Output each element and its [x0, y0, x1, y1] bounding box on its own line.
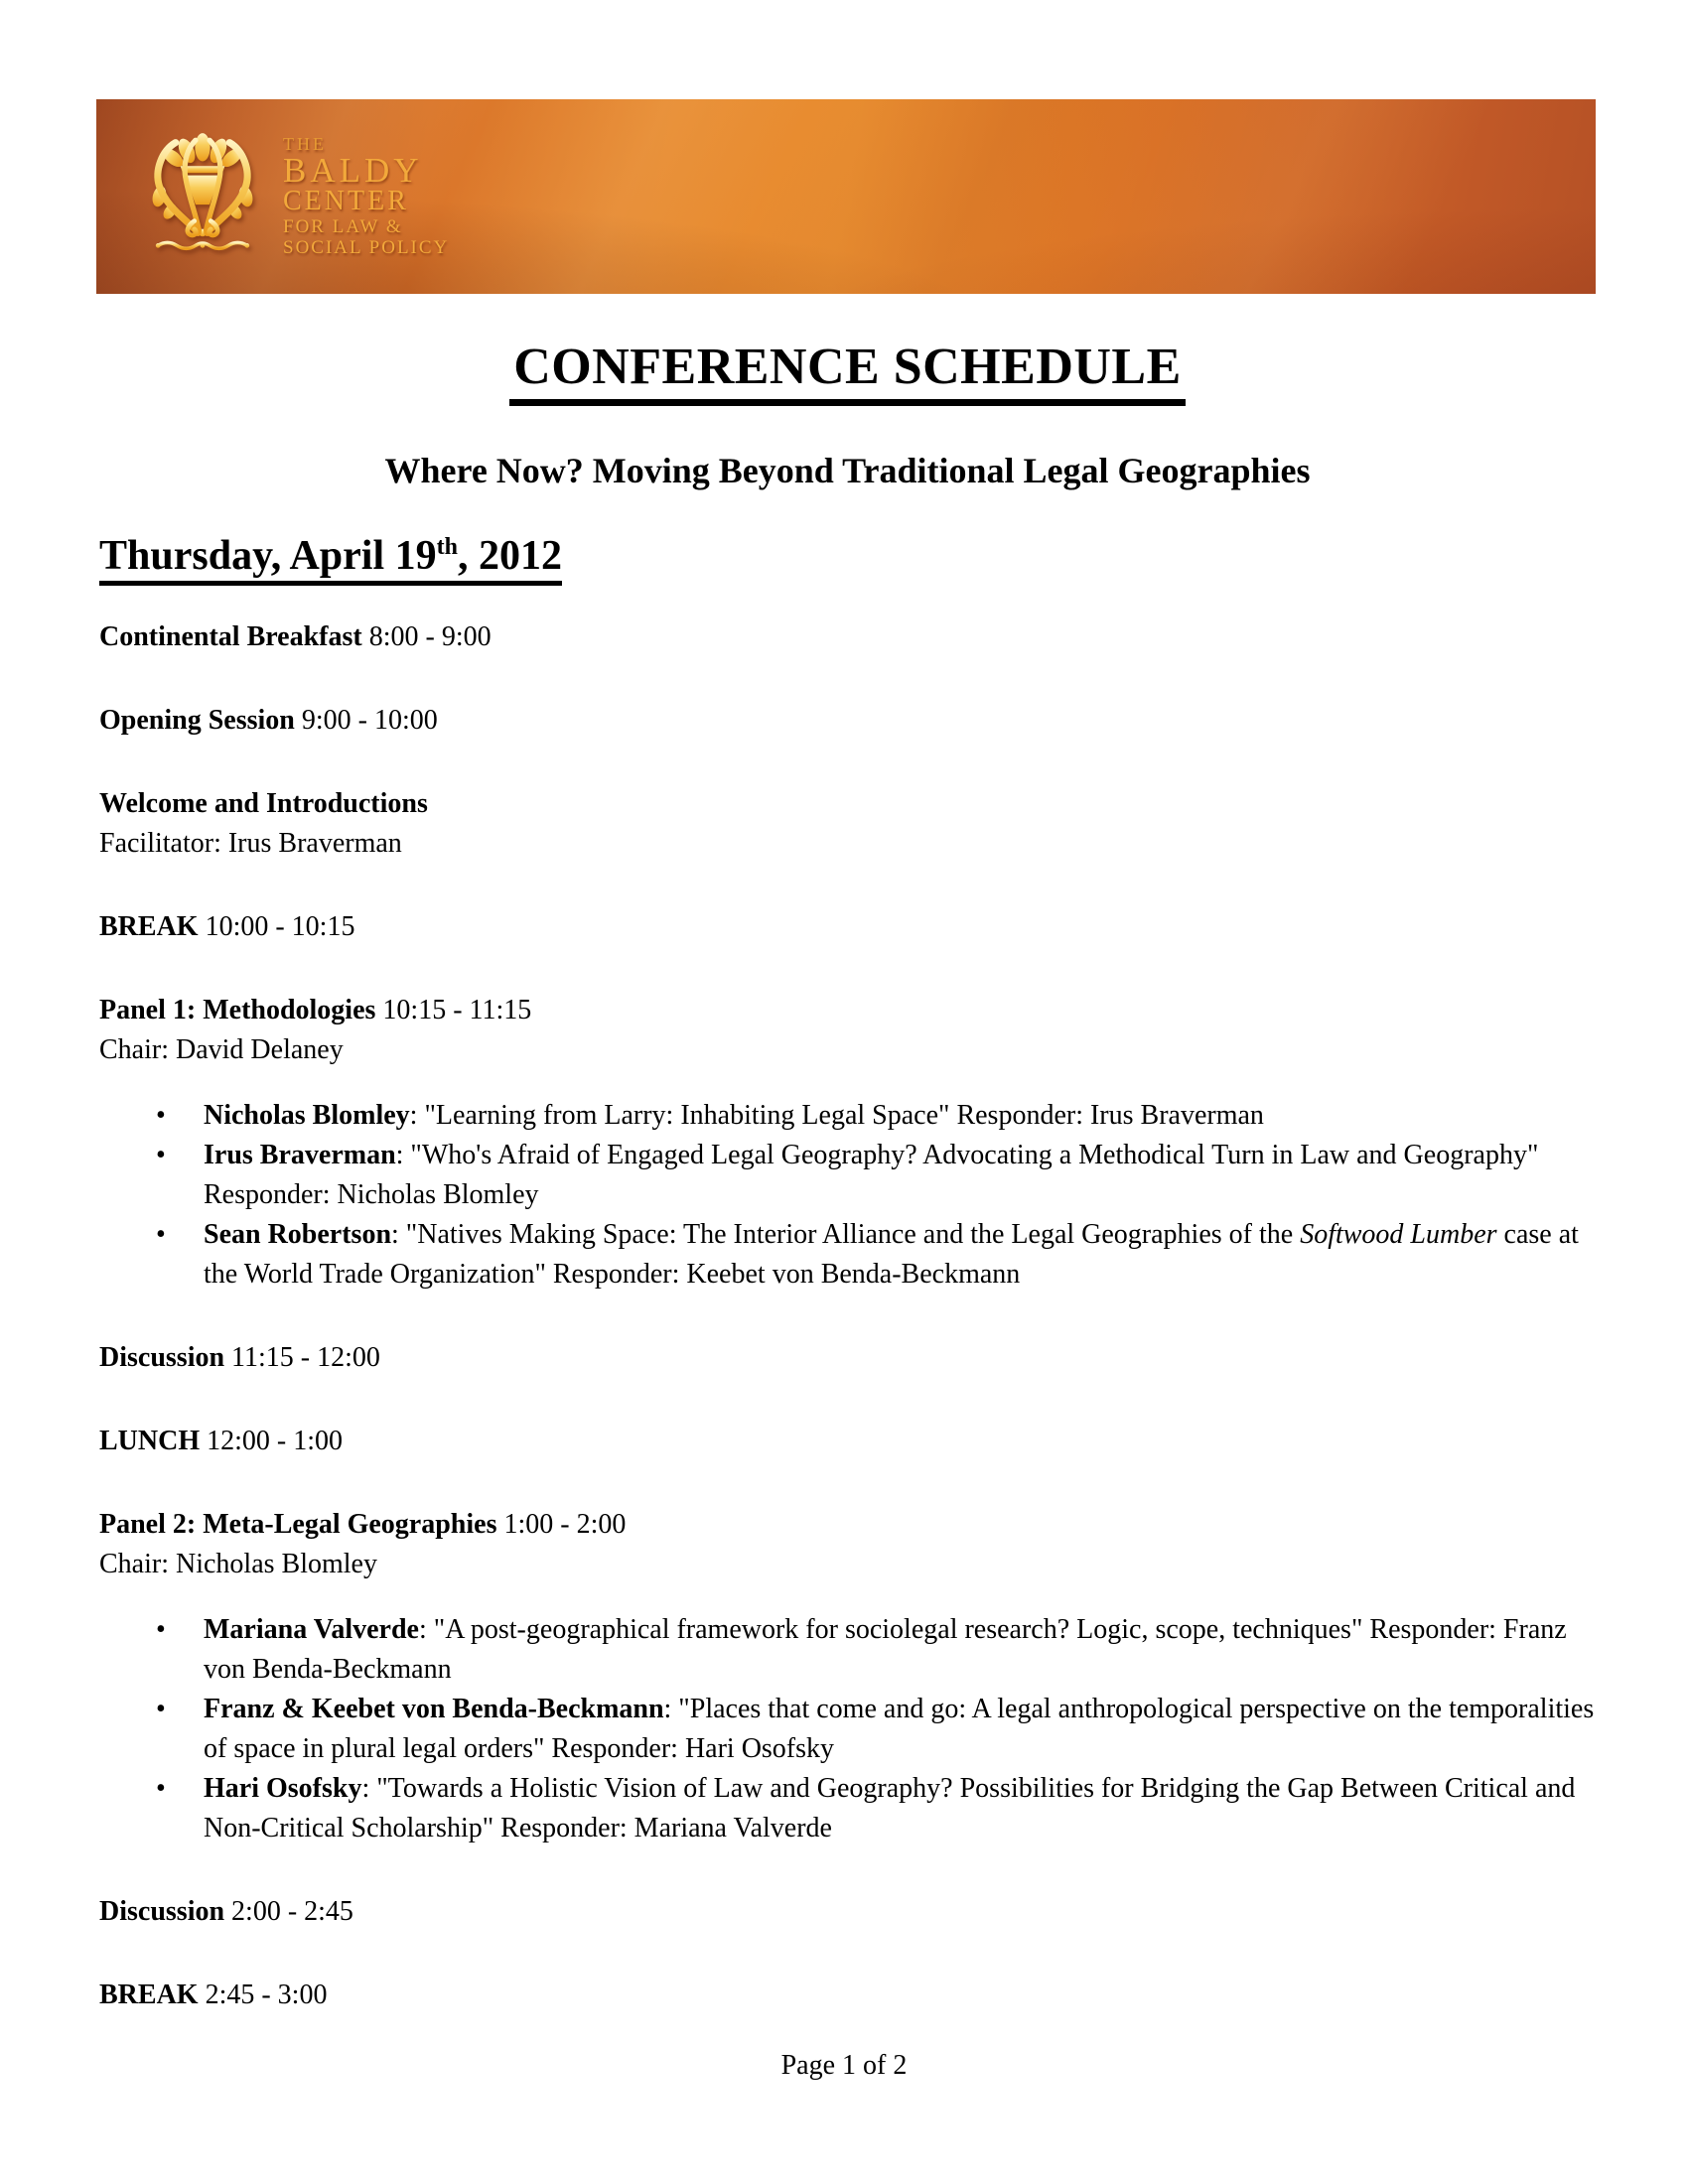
item-label: LUNCH — [99, 1426, 201, 1456]
schedule-item-breakfast — [99, 617, 1596, 657]
schedule-content — [0, 294, 1688, 2015]
page-title: CONFERENCE SCHEDULE — [509, 340, 1186, 406]
presentation-item — [156, 1690, 1596, 1769]
item-time: 1:00 - 2:00 — [503, 1509, 627, 1540]
logo-line-baldy: BALDY — [283, 151, 423, 190]
conference-subtitle: Where Now? Moving Beyond Traditional Legal Geographies — [384, 451, 1311, 490]
item-label: Panel 2: Meta-Legal Geographies — [99, 1509, 497, 1540]
item-time: 9:00 - 10:00 — [301, 705, 438, 736]
panel1-presentations — [99, 1096, 1596, 1295]
page-title-row — [99, 340, 1596, 406]
item-time: 10:15 - 11:15 — [382, 995, 532, 1025]
item-time: 11:15 - 12:00 — [231, 1342, 380, 1373]
chair-line: Chair: Nicholas Blomley — [99, 1549, 377, 1579]
item-label: BREAK — [99, 1979, 199, 2010]
baldy-center-banner — [96, 99, 1596, 294]
logo-line-social-policy: SOCIAL POLICY — [283, 237, 450, 258]
presentation-item — [156, 1096, 1596, 1136]
day-ordinal-suffix: th — [436, 534, 458, 560]
logo-line-for-law: FOR LAW & — [283, 216, 403, 237]
item-time: 2:00 - 2:45 — [231, 1896, 353, 1927]
panel2-presentations — [99, 1610, 1596, 1848]
palmette-icon — [144, 132, 261, 256]
item-time: 8:00 - 9:00 — [368, 621, 492, 652]
presentation-item — [156, 1610, 1596, 1690]
logo-line-center: CENTER — [283, 186, 409, 216]
presenter-name: Nicholas Blomley — [204, 1100, 410, 1131]
presenter-name: Sean Robertson — [204, 1219, 392, 1250]
page-number: Page 1 of 2 — [780, 2050, 908, 2081]
schedule-item-panel2 — [99, 1505, 1596, 1584]
presentation-item — [156, 1136, 1596, 1215]
facilitator-line: Facilitator: Irus Braverman — [99, 828, 402, 859]
schedule-item-break1 — [99, 907, 1596, 947]
presenter-name: Irus Braverman — [204, 1140, 396, 1170]
item-label: BREAK — [99, 911, 199, 942]
presentation-text: : "Who's Afraid of Engaged Legal Geography? Advocating a Methodical Turn in Law and Geography" Responder: Nicholas Blomley — [204, 1140, 1539, 1210]
schedule-item-opening-session — [99, 701, 1596, 741]
item-time: 2:45 - 3:00 — [205, 1979, 328, 2010]
presenter-name: Hari Osofsky — [204, 1773, 362, 1804]
page-footer — [0, 2049, 1688, 2083]
schedule-item-discussion2 — [99, 1892, 1596, 1932]
presentation-text: case at the World Trade Organization" Responder: Keebet von Benda-Beckmann — [204, 1219, 1579, 1290]
presenter-name: Franz & Keebet von Benda-Beckmann — [204, 1694, 664, 1724]
presentation-text: : "Natives Making Space: The Interior Alliance and the Legal Geographies of the — [391, 1219, 1301, 1250]
presentation-item — [156, 1215, 1596, 1295]
schedule-item-lunch — [99, 1422, 1596, 1461]
schedule-item-break2 — [99, 1976, 1596, 2015]
presentation-item — [156, 1769, 1596, 1848]
logo-line-the: THE — [283, 134, 327, 154]
presentation-text: : "Places that come and go: A legal anthropological perspective on the temporalities of space in plural legal orders" Responder: Hari Osofsky — [204, 1694, 1595, 1764]
day-heading — [99, 533, 562, 586]
item-label: Welcome and Introductions — [99, 788, 428, 819]
chair-line: Chair: David Delaney — [99, 1034, 344, 1065]
presenter-name: Mariana Valverde — [204, 1614, 419, 1645]
presentation-text: : "Learning from Larry: Inhabiting Legal Space" Responder: Irus Braverman — [409, 1100, 1264, 1131]
schedule-item-discussion1 — [99, 1338, 1596, 1378]
item-label: Discussion — [99, 1896, 225, 1927]
item-time: 10:00 - 10:15 — [205, 911, 355, 942]
day-prefix: Thursday, April 19 — [99, 533, 437, 579]
day-suffix: , 2012 — [457, 533, 562, 579]
presentation-text: : "A post-geographical framework for sociolegal research? Logic, scope, techniques" Responder: Franz von Benda-Beckmann — [204, 1614, 1567, 1685]
presentation-italic: Softwood Lumber — [1300, 1219, 1497, 1250]
item-label: Discussion — [99, 1342, 225, 1373]
item-time: 12:00 - 1:00 — [207, 1426, 344, 1456]
baldy-center-logo — [144, 132, 449, 258]
presentation-text: : "Towards a Holistic Vision of Law and Geography? Possibilities for Bridging the Gap Between Critical and Non-Critical Scholarship" Responder: Mariana Valverde — [204, 1773, 1576, 1843]
day-heading-row — [99, 533, 1596, 586]
logo-wordmark — [283, 135, 449, 258]
schedule-item-panel1 — [99, 991, 1596, 1070]
item-label: Opening Session — [99, 705, 295, 736]
item-label: Continental Breakfast — [99, 621, 362, 652]
schedule-item-welcome — [99, 784, 1596, 864]
item-label: Panel 1: Methodologies — [99, 995, 376, 1025]
